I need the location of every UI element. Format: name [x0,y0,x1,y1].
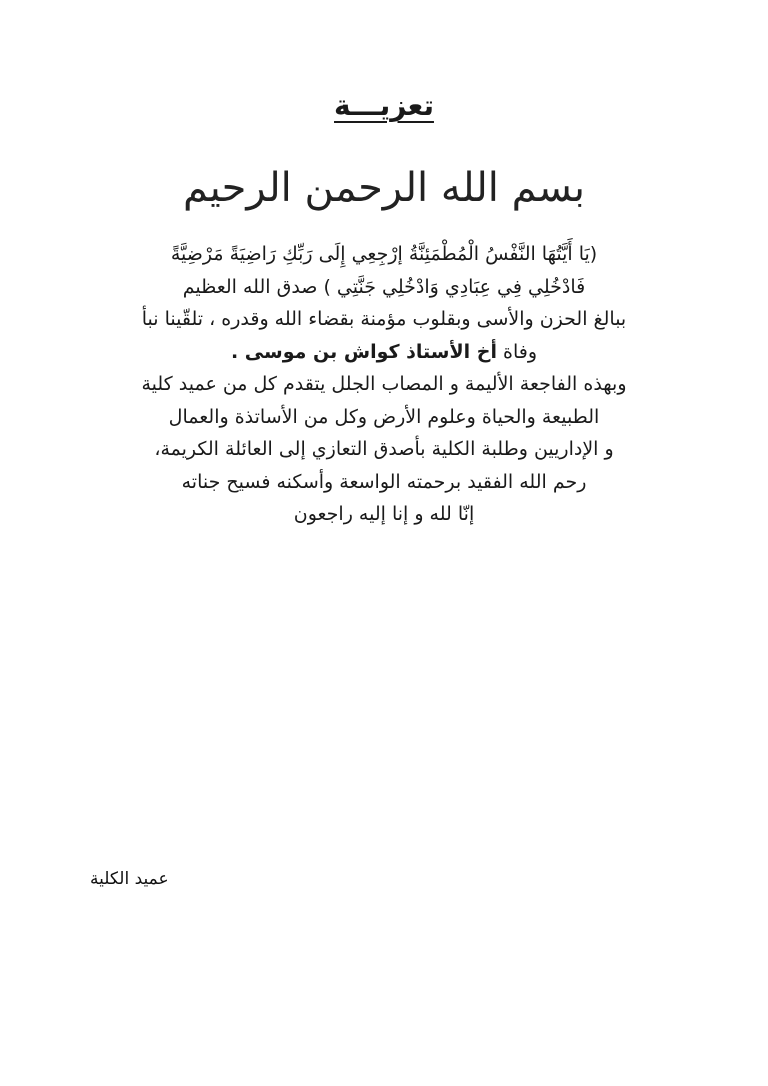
title-text: تعزيـــة [334,89,434,122]
dean-signature: عميد الكلية [90,869,169,889]
condolence-body [70,238,698,531]
body-line-8: رحم الله الفقيد برحمته الواسعة وأسكنه فسيح جناته [181,470,587,493]
body-line-5: وبهذه الفاجعة الأليمة و المصاب الجلل يتقدم كل من عميد كلية [141,373,627,395]
body-line-4 [70,336,698,369]
verse-line-2: فَادْخُلِي فِي عِبَادِي وَادْخُلِي جَنَّتِي ) صدق الله العظيم [182,275,586,298]
body-line-9: إنّا لله و إنا إليه راجعون [293,503,475,525]
document-title [0,86,768,126]
deceased-name: أخ الأستاذ كواش بن موسى . [230,340,497,363]
basmala-heading: بسم الله الرحمن الرحيم [182,165,586,211]
verse-line-1: (يَا أَيَّتُهَا النَّفْسُ الْمُطْمَئِنَّةُ إرْجِعِي إِلَى رَبِّكِ رَاضِيَةً مَرْضِيَّةً [170,243,598,265]
body-line-3: ببالغ الحزن والأسى وبقلوب مؤمنة بقضاء الله وقدره ، تلقّينا نبأ [141,308,627,330]
body-line-7: و الإداريين وطلبة الكلية بأصدق التعازي إلى العائلة الكريمة، [154,438,614,460]
body-line-6: الطبيعة والحياة وعلوم الأرض وكل من الأساتذة والعمال [168,405,600,428]
line-4-prefix: وفاة [496,340,538,363]
